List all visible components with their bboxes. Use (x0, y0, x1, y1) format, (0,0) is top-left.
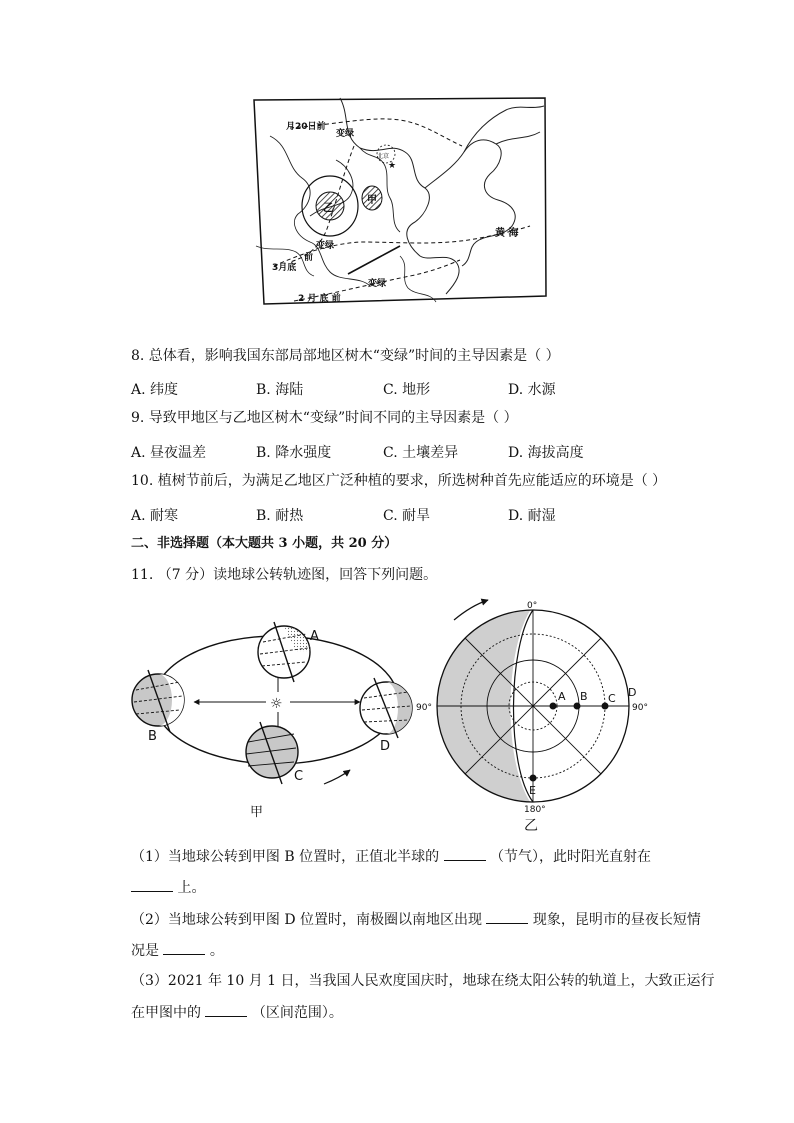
beijing-star-icon: ★ (388, 161, 397, 171)
svg-text:变绿: 变绿 (368, 279, 387, 289)
coastline (340, 98, 459, 294)
q10-option-a[interactable]: A. 耐寒 (131, 508, 179, 524)
earth-position-d (360, 678, 412, 738)
map-label-yi: 乙 (323, 201, 334, 214)
svg-text:2 月 底 前: 2 月 底 前 (298, 294, 341, 304)
answer-blank-4[interactable] (163, 940, 205, 955)
label-a: A (310, 629, 319, 644)
answer-blank-2[interactable] (131, 877, 173, 892)
map-label-yellow-sea: 黄 海 (495, 228, 519, 239)
svg-text:A: A (558, 690, 566, 703)
earth-position-b (132, 670, 184, 732)
map-label-month: 月20日前 (286, 122, 326, 132)
q11-sub2-line1: （2）当地球公转到甲图 D 位置时，南极圈以南地区出现 现象，昆明市的昼夜长短情 (131, 909, 701, 930)
point-b (574, 703, 581, 710)
q8-option-d[interactable]: D. 水源 (508, 382, 556, 398)
rotation-arrow (454, 600, 488, 620)
q9-option-d[interactable]: D. 海拔高度 (508, 445, 584, 461)
q11-sub1-line2: 上。 (131, 877, 205, 898)
earth-position-a (258, 622, 310, 682)
orbit-diagram-jia (128, 612, 420, 824)
q9-stem: 9. 导致甲地区与乙地区树木“变绿”时间不同的主导因素是（ ） (131, 410, 518, 426)
q11-sub2-line2: 况是 。 (131, 940, 224, 961)
svg-text:180°: 180° (524, 805, 546, 815)
svg-text:前: 前 (304, 253, 314, 263)
point-e (530, 775, 537, 782)
svg-text:B: B (580, 690, 588, 703)
q11-sub1-line1: （1）当地球公转到甲图 B 位置时，正值北半球的 （节气），此时阳光直射在 (131, 846, 651, 867)
svg-text:E: E (529, 784, 536, 797)
svg-text:90°: 90° (416, 703, 432, 713)
q10-option-c[interactable]: C. 耐旱 (383, 508, 431, 524)
section2-heading: 二、非选择题（本大题共 3 小题，共 20 分） (131, 536, 398, 551)
q11-sub3-line1: （3）2021 年 10 月 1 日，当我国人民欢度国庆时，地球在绕太阳公转的轨道上，大致正运行 (131, 973, 715, 989)
svg-text:D: D (628, 686, 637, 699)
q8-stem: 8. 总体看，影响我国东部局部地区树木“变绿”时间的主导因素是（ ） (131, 348, 560, 364)
label-c: C (294, 769, 304, 784)
q9-option-b[interactable]: B. 降水强度 (256, 445, 332, 461)
answer-blank-5[interactable] (205, 1002, 247, 1017)
answer-blank-3[interactable] (486, 909, 528, 924)
svg-text:3月底: 3月底 (272, 263, 297, 273)
earth-position-c (246, 722, 298, 784)
q10-option-d[interactable]: D. 耐湿 (508, 508, 556, 524)
q8-option-a[interactable]: A. 纬度 (131, 382, 179, 398)
svg-text:90°: 90° (632, 703, 648, 713)
map-label-jia: 甲 (367, 195, 377, 206)
svg-text:北京: 北京 (377, 153, 390, 160)
svg-text:变绿: 变绿 (336, 129, 355, 139)
answer-blank-1[interactable] (444, 846, 486, 861)
label-d: D (380, 739, 391, 754)
point-a (550, 703, 557, 710)
q11-sub3-line2: 在甲图中的 （区间范围）。 (131, 1002, 343, 1023)
label-b: B (148, 729, 157, 744)
q8-option-b[interactable]: B. 海陆 (256, 382, 304, 398)
svg-text:变绿: 变绿 (316, 241, 335, 251)
caption-jia: 甲 (250, 805, 264, 820)
q9-option-a[interactable]: A. 昼夜温差 (131, 445, 207, 461)
caption-yi: 乙 (524, 818, 538, 834)
polar-diagram-yi (414, 596, 654, 838)
q10-stem: 10. 植树节前后，为满足乙地区广泛种植的要求，所选树种首先应能适应的环境是（ ） (131, 473, 667, 489)
svg-text:0°: 0° (527, 601, 538, 611)
q9-option-c[interactable]: C. 土壤差异 (383, 445, 459, 461)
svg-text:C: C (608, 692, 616, 705)
q11-stem: 11. （7 分）读地球公转轨迹图，回答下列问题。 (131, 567, 438, 583)
revolution-direction-arrow (324, 770, 350, 784)
green-up-map (250, 96, 550, 308)
q10-option-b[interactable]: B. 耐热 (256, 508, 304, 524)
q8-option-c[interactable]: C. 地形 (383, 382, 431, 398)
sun-icon: ☼ (270, 696, 283, 712)
